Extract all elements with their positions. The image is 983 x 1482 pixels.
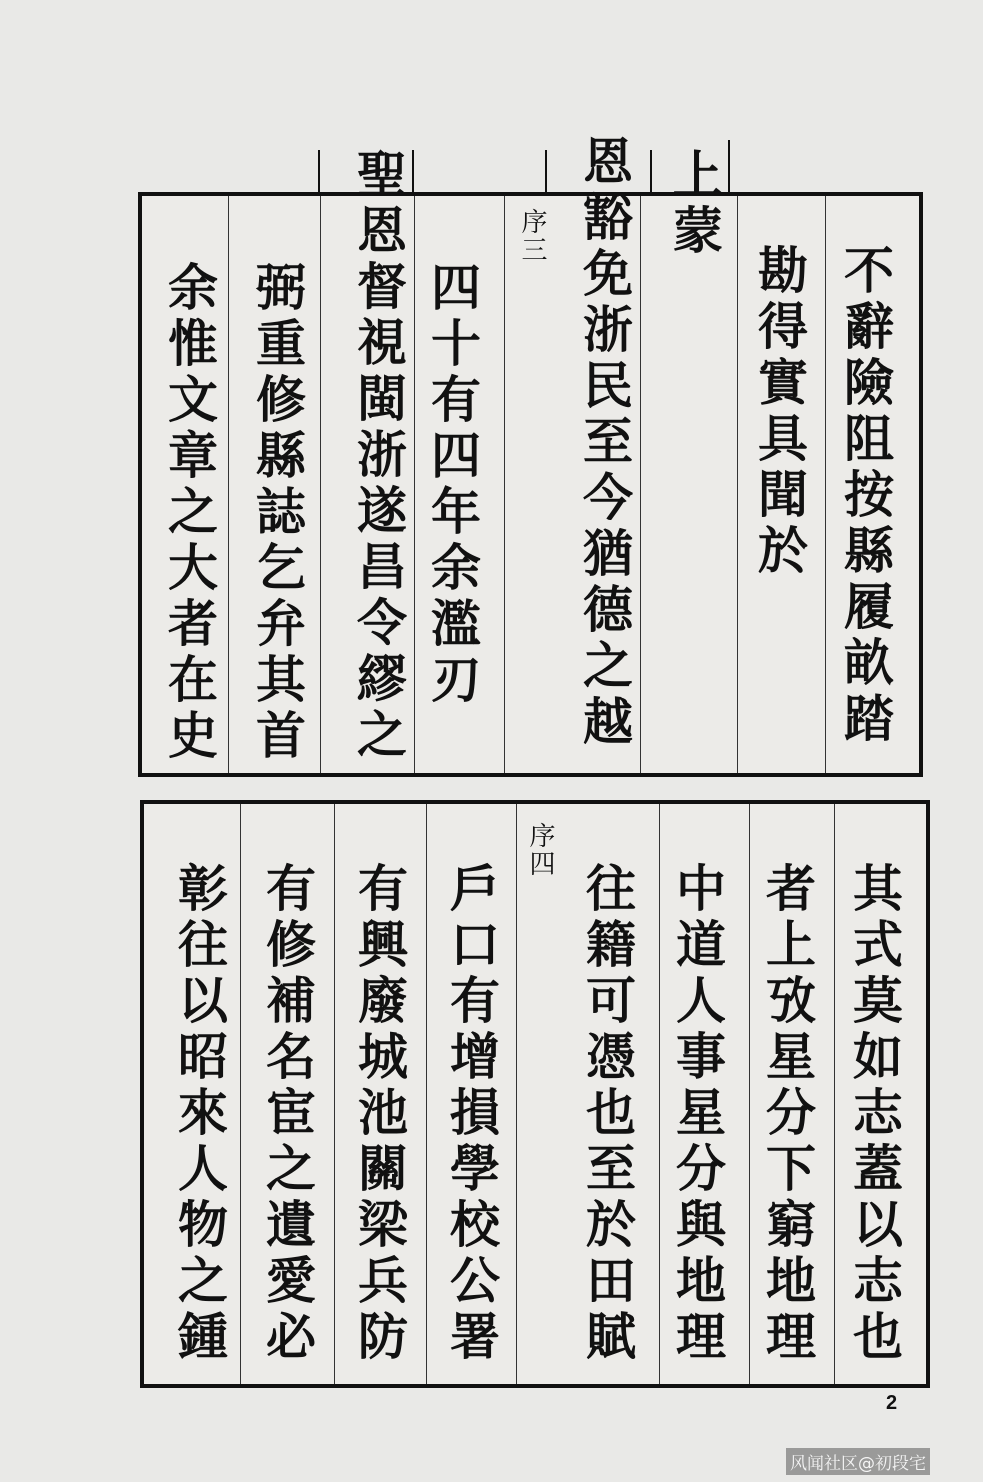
page-number: 2 xyxy=(886,1392,898,1414)
raised-column: 聖恩督視閩浙遂昌令繆之 xyxy=(349,148,408,764)
text-column: 戶口有增損學校公署 xyxy=(442,862,501,1366)
text-column: 有興廢城池關梁兵防 xyxy=(350,862,409,1366)
text-column: 弼重修縣誌乞弁其首 xyxy=(248,261,307,765)
text-column: 者上攷星分下窮地理 xyxy=(758,862,817,1366)
raised-column: 上蒙 xyxy=(665,148,724,260)
text-column: 有修補名宦之遺愛必 xyxy=(258,862,317,1366)
text-column: 余惟文章之大者在史 xyxy=(160,261,219,765)
text-column: 四十有四年余濫刃 xyxy=(423,261,482,709)
text-column: 不辭險阻按縣履畝踏 xyxy=(836,244,895,748)
bottom-text-block xyxy=(140,800,930,1388)
watermark: 风闻社区@初段宅 xyxy=(786,1448,930,1475)
text-column: 中道人事星分與地理 xyxy=(668,862,727,1366)
top-text-block xyxy=(138,192,923,777)
fold-label-top: 序三 xyxy=(517,208,547,264)
text-column: 彰往以昭來人物之鍾 xyxy=(170,862,229,1366)
text-column: 往籍可憑也至於田賦 xyxy=(578,862,637,1366)
fold-label-bottom: 序四 xyxy=(525,822,555,878)
raised-column: 恩豁免浙民至今猶德之越 xyxy=(575,135,634,751)
text-column: 勘得實具聞於 xyxy=(750,244,809,580)
text-column: 其式莫如志蓋以志也 xyxy=(845,862,904,1366)
